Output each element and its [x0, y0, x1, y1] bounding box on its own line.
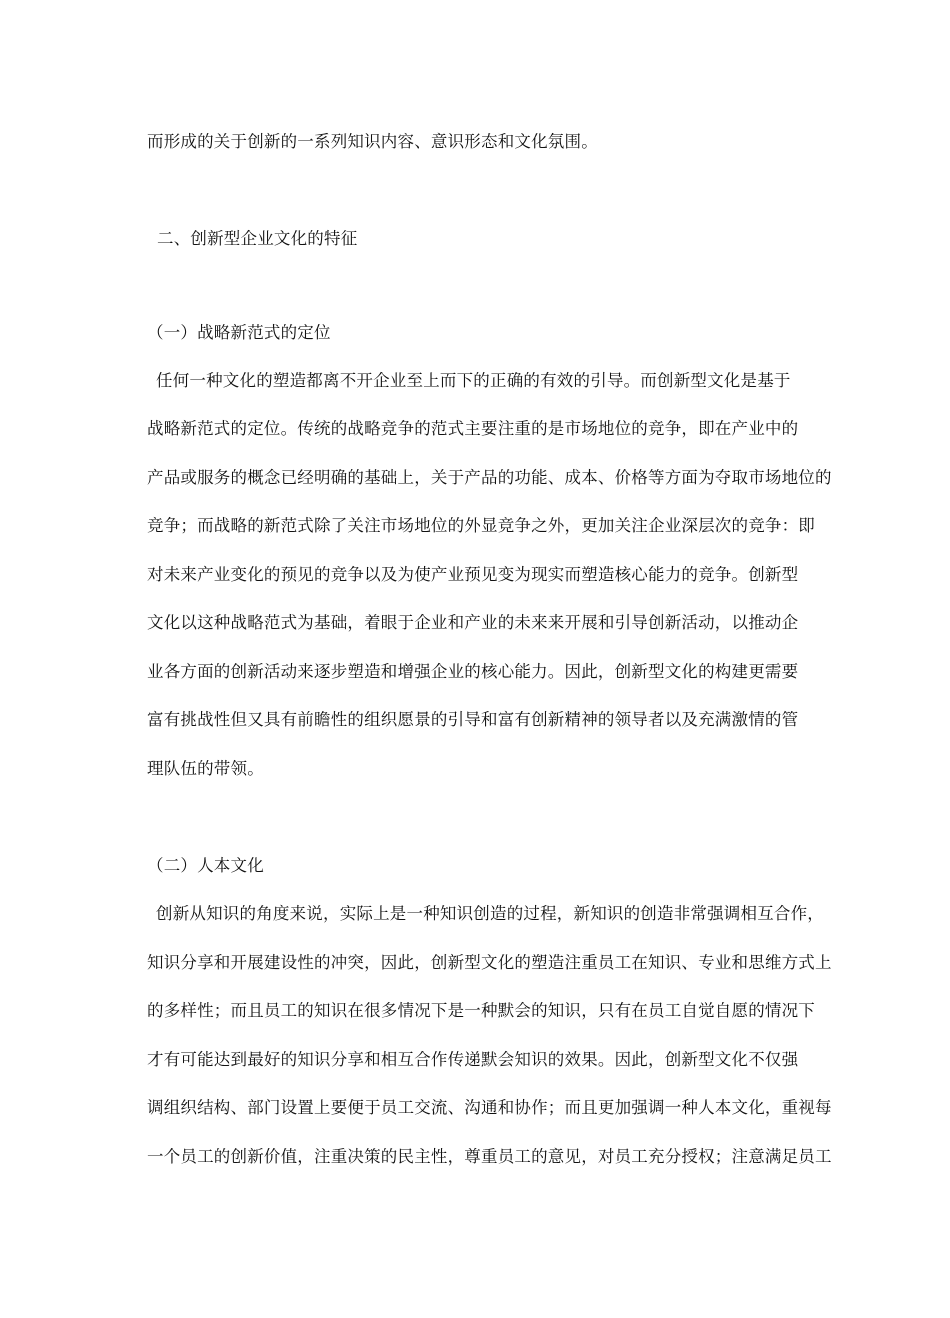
subsection-1-line-8: 富有挑战性但又具有前瞻性的组织愿景的引导和富有创新精神的领导者以及充满激情的管	[147, 710, 799, 729]
subsection-1-line-1: 任何一种文化的塑造都离不开企业至上而下的正确的有效的引导。而创新型文化是基于	[156, 371, 791, 390]
subsection-1-heading: （一）战略新范式的定位	[147, 323, 331, 342]
subsection-2-line-4: 才有可能达到最好的知识分享和相互合作传递默会知识的效果。因此，创新型文化不仅强	[147, 1050, 799, 1069]
subsection-2-line-2: 知识分享和开展建设性的冲突，因此，创新型文化的塑造注重员工在知识、专业和思维方式上	[147, 953, 832, 972]
subsection-2-line-1: 创新从知识的角度来说，实际上是一种知识创造的过程，新知识的创造非常强调相互合作，	[156, 904, 824, 923]
intro-tail-line: 而形成的关于创新的一系列知识内容、意识形态和文化氛围。	[147, 132, 598, 151]
subsection-2-line-3: 的多样性；而且员工的知识在很多情况下是一种默会的知识，只有在员工自觉自愿的情况下	[147, 1001, 815, 1020]
subsection-1-line-9: 理队伍的带领。	[147, 759, 264, 778]
section-heading: 二、创新型企业文化的特征	[157, 229, 358, 248]
subsection-1-line-3: 产品或服务的概念已经明确的基础上，关于产品的功能、成本、价格等方面为夺取市场地位的	[147, 468, 832, 487]
subsection-1-line-4: 竞争；而战略的新范式除了关注市场地位的外显竞争之外，更加关注企业深层次的竞争：即	[147, 516, 815, 535]
subsection-2-heading: （二）人本文化	[147, 856, 264, 875]
subsection-1-line-5: 对未来产业变化的预见的竞争以及为使产业预见变为现实而塑造核心能力的竞争。创新型	[147, 565, 799, 584]
subsection-2-line-5: 调组织结构、部门设置上要便于员工交流、沟通和协作；而且更加强调一种人本文化，重视每	[147, 1098, 832, 1117]
subsection-1-line-7: 业各方面的创新活动来逐步塑造和增强企业的核心能力。因此，创新型文化的构建更需要	[147, 662, 799, 681]
subsection-1-line-6: 文化以这种战略范式为基础，着眼于企业和产业的未来来开展和引导创新活动，以推动企	[147, 613, 799, 632]
subsection-1-line-2: 战略新范式的定位。传统的战略竞争的范式主要注重的是市场地位的竞争，即在产业中的	[147, 419, 799, 438]
subsection-2-line-6: 一个员工的创新价值，注重决策的民主性，尊重员工的意见，对员工充分授权；注意满足员工	[147, 1147, 832, 1166]
